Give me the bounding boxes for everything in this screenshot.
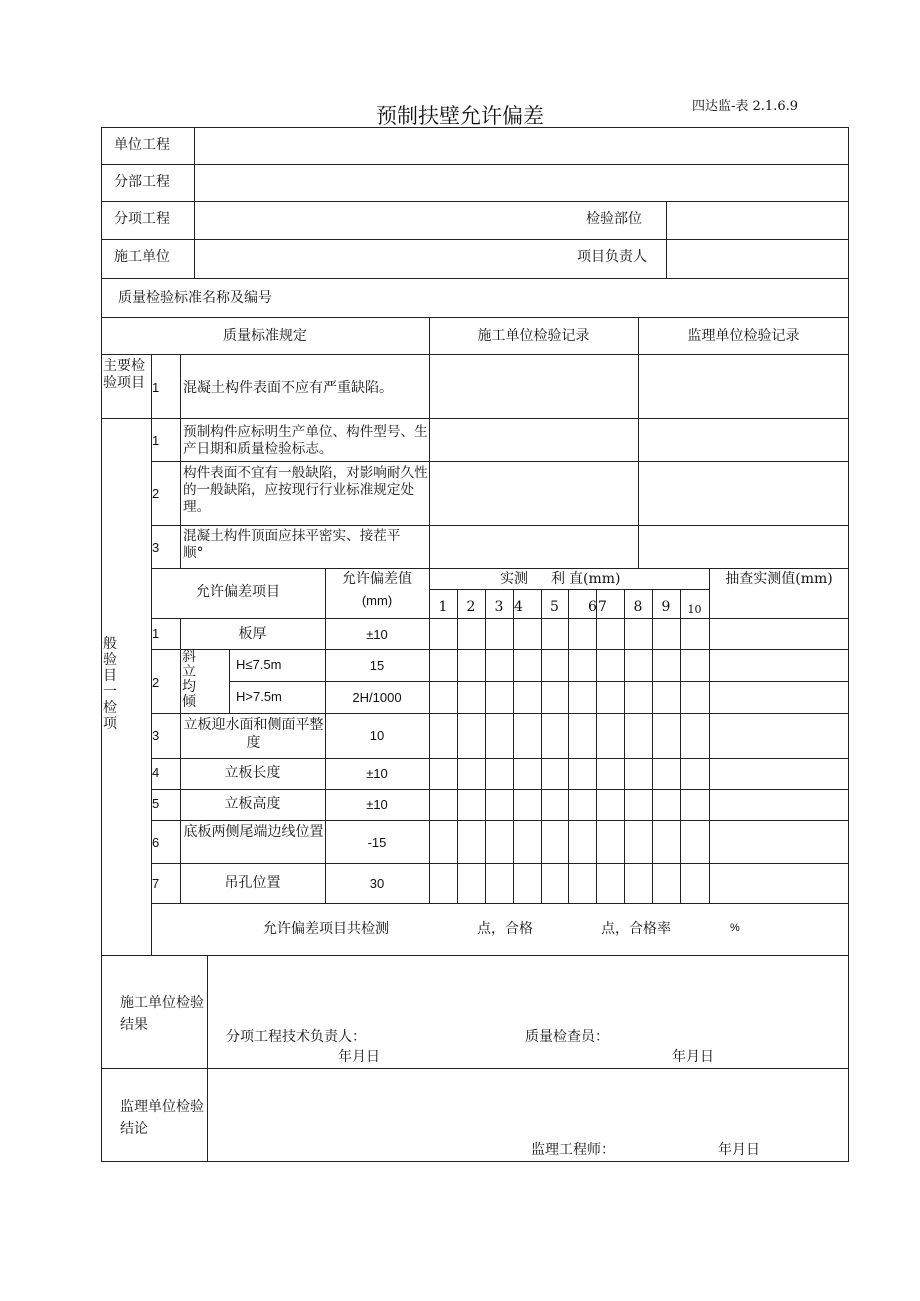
measure-col: 8 xyxy=(633,599,643,615)
summary-text: 点，合格率 xyxy=(601,921,671,937)
deviation-row-sub: H>7.5m xyxy=(236,689,282,704)
deviation-row-item: 底板两侧尾端边线位置 xyxy=(183,824,324,840)
date-label: 年月日 xyxy=(718,1142,760,1158)
construction-record-header: 施工单位检验记录 xyxy=(477,328,590,344)
deviation-row-item: 立板迎水面和侧面平整度 xyxy=(183,717,324,752)
standard-name-label: 质量检验标准名称及编号 xyxy=(118,290,272,306)
deviation-row-no: 4 xyxy=(152,765,160,780)
deviation-row-value: 10 xyxy=(369,728,385,743)
measure-col: 5 xyxy=(550,599,559,615)
general-item-no: 1 xyxy=(152,433,160,448)
deviation-row-group: 斜立均倾 xyxy=(182,649,196,711)
division-project-label: 分部工程 xyxy=(114,174,170,190)
deviation-row-no: 5 xyxy=(152,796,160,811)
standard-header: 质量标准规定 xyxy=(223,328,307,344)
supervision-result-label: 监理单位检验结论 xyxy=(120,1099,204,1137)
measure-col: 6 xyxy=(588,599,597,615)
summary-text: 点，合格 xyxy=(477,921,533,937)
deviation-row-sub: H≤7.5m xyxy=(236,657,282,672)
deviation-row-value: ±10 xyxy=(366,766,388,781)
deviation-item-header: 允许偏差项目 xyxy=(196,584,280,600)
summary-percent: % xyxy=(730,922,740,934)
deviation-row-item: 板厚 xyxy=(238,626,267,642)
form-number: 四达监-表 2.1.6.9 xyxy=(692,99,799,114)
measure-col: 3 xyxy=(494,599,504,615)
deviation-row-value: 15 xyxy=(369,658,385,673)
unit-project-label: 单位工程 xyxy=(114,137,170,153)
summary-text: 允许偏差项目共检测 xyxy=(263,921,389,937)
deviation-row-item: 立板高度 xyxy=(224,796,281,812)
general-item-text: 构件表面不宜有一般缺陷，对影响耐久性的一般缺陷，应按现行行业标准规定处理。 xyxy=(183,465,428,515)
deviation-row-no: 6 xyxy=(152,835,160,850)
measured-header: 实测 xyxy=(500,571,528,587)
deviation-row-no: 1 xyxy=(152,626,160,641)
deviation-row-no: 3 xyxy=(152,728,160,743)
deviation-row-no: 2 xyxy=(152,675,160,690)
project-manager-label: 项目负责人 xyxy=(577,249,647,265)
deviation-row-value: -15 xyxy=(367,835,387,850)
general-item-text: 混凝土构件顶面应抹平密实、接茬平顺° xyxy=(183,528,401,561)
inspector-label: 质量检查员： xyxy=(525,1029,609,1045)
construction-unit-label: 施工单位 xyxy=(114,249,170,265)
date-label: 年月日 xyxy=(672,1049,714,1065)
date-label: 年月日 xyxy=(338,1049,380,1065)
deviation-row-value: ±10 xyxy=(366,797,388,812)
measure-col: 1 xyxy=(438,599,448,615)
spot-check-header: 抽查实测值(mm) xyxy=(725,571,833,587)
page-title: 预制扶壁允许偏差 xyxy=(376,104,544,128)
construction-result-label: 施工单位检验结果 xyxy=(120,995,204,1033)
supervision-record-header: 监理单位检验记录 xyxy=(687,328,800,344)
measure-col: 4 xyxy=(514,599,523,615)
deviation-value-unit: (mm) xyxy=(361,593,393,608)
measured-header: 利 xyxy=(551,571,565,587)
deviation-row-item: 立板长度 xyxy=(224,765,281,781)
measured-header: 直(mm) xyxy=(569,571,621,587)
deviation-value-header: 允许偏差值 xyxy=(342,571,412,587)
main-items-label: 主要检验项目 xyxy=(103,358,145,391)
deviation-row-no: 7 xyxy=(152,876,160,891)
deviation-row-value: ±10 xyxy=(366,627,388,642)
measure-col: 7 xyxy=(598,599,607,615)
general-item-no: 3 xyxy=(152,540,160,555)
measure-col: 10 xyxy=(687,603,702,616)
subitem-project-label: 分项工程 xyxy=(114,211,170,227)
measure-col: 9 xyxy=(661,599,671,615)
engineer-label: 监理工程师： xyxy=(531,1142,615,1158)
main-item-no: 1 xyxy=(152,380,160,395)
deviation-row-item: 吊孔位置 xyxy=(224,875,281,891)
general-item-text: 预制构件应标明生产单位、构件型号、生产日期和质量检验标志。 xyxy=(183,424,428,457)
tech-lead-label: 分项工程技术负责人： xyxy=(226,1029,366,1045)
main-item-text: 混凝土构件表面不应有严重缺陷。 xyxy=(183,380,393,396)
inspection-part-label: 检验部位 xyxy=(586,211,642,227)
deviation-row-value: 30 xyxy=(369,876,385,891)
measure-col: 2 xyxy=(466,599,476,615)
general-items-label: 般验目一检项 xyxy=(103,636,117,733)
general-item-no: 2 xyxy=(152,486,160,501)
deviation-row-value: 2H/1000 xyxy=(352,690,402,705)
